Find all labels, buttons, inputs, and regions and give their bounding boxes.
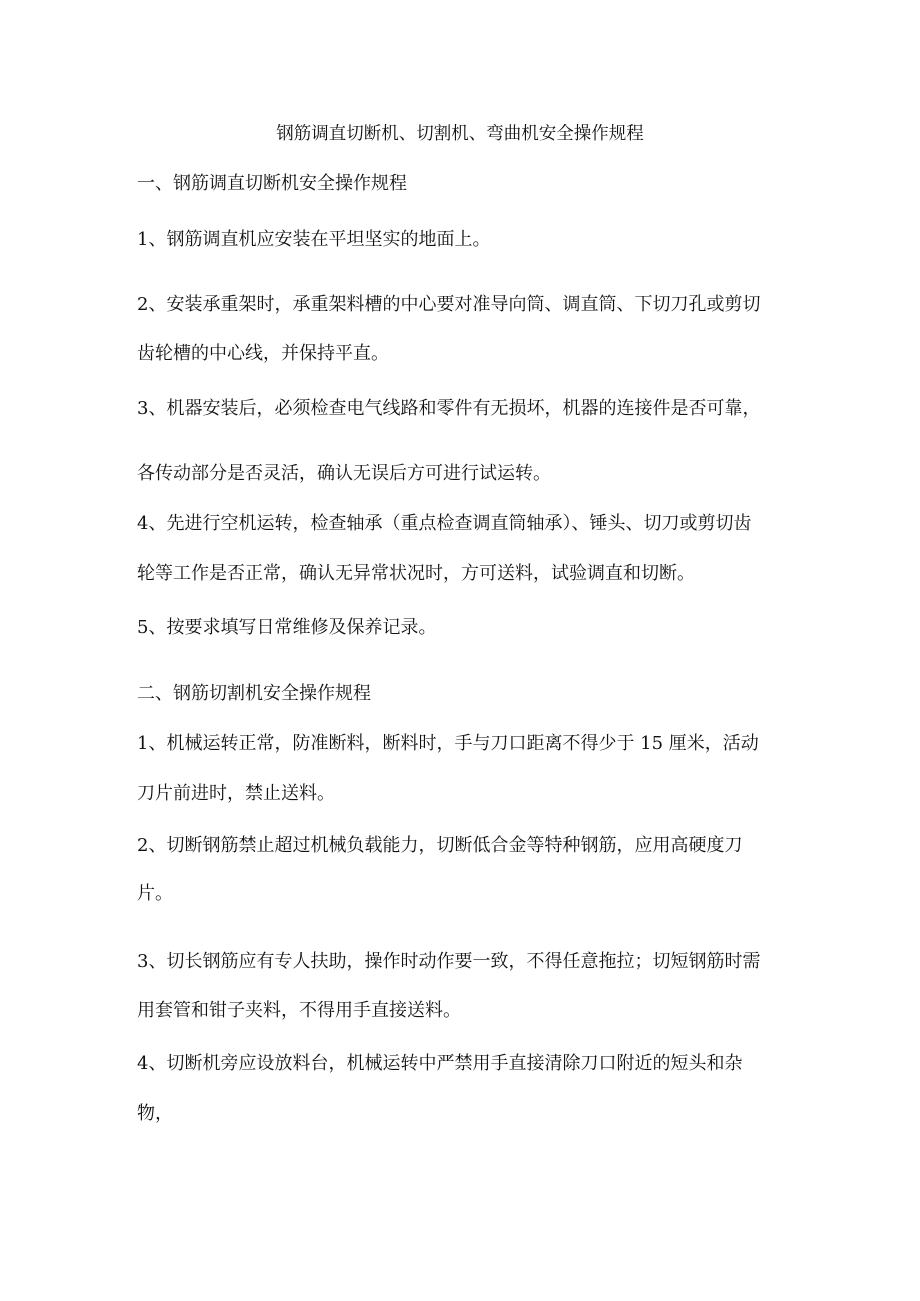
section-1-item-2-line-2: 齿轮槽的中心线，并保持平直。: [137, 343, 389, 364]
section-2-item-4-line-2: 物，: [137, 1103, 173, 1124]
section-2-item-1-line-1: 1、机械运转正常，防准断料，断料时，手与刀口距离不得少于 15 厘米，活动: [137, 733, 759, 754]
section-2-item-3-line-1: 3、切长钢筋应有专人扶助，操作时动作要一致，不得任意拖拉；切短钢筋时需: [137, 951, 761, 972]
section-1-item-2-line-1: 2、安装承重架时，承重架料槽的中心要对准导向筒、调直筒、下切刀孔或剪切: [137, 294, 761, 315]
section-1-item-4-line-1: 4、先进行空机运转，检查轴承（重点检查调直筒轴承）、锤头、切刀或剪切齿: [137, 513, 752, 534]
section-1-item-5: 5、按要求填写日常维修及保养记录。: [137, 617, 437, 638]
page-title: 钢筋调直切断机、切割机、弯曲机安全操作规程: [276, 124, 644, 144]
section-2-heading: 二、钢筋切割机安全操作规程: [137, 683, 371, 704]
section-1-heading: 一、钢筋调直切断机安全操作规程: [137, 173, 407, 194]
section-2-item-1-line-2: 刀片前进时，禁止送料。: [137, 783, 335, 804]
section-1-item-3-line-1: 3、机器安装后，必须检查电气线路和零件有无损坏，机器的连接件是否可靠，: [137, 398, 761, 419]
section-2-item-2-line-1: 2、切断钢筋禁止超过机械负载能力，切断低合金等特种钢筋，应用高硬度刀: [137, 835, 743, 856]
section-1-item-3-line-2: 各传动部分是否灵活，确认无误后方可进行试运转。: [137, 463, 551, 484]
section-1-item-4-line-2: 轮等工作是否正常，确认无异常状况时，方可送料，试验调直和切断。: [137, 563, 695, 584]
section-2-item-3-line-2: 用套管和钳子夹料，不得用手直接送料。: [137, 1000, 461, 1021]
section-2-item-2-line-2: 片。: [137, 883, 173, 904]
section-1-item-1: 1、钢筋调直机应安装在平坦坚实的地面上。: [137, 229, 491, 250]
section-2-item-4-line-1: 4、切断机旁应设放料台，机械运转中严禁用手直接清除刀口附近的短头和杂: [137, 1053, 743, 1074]
